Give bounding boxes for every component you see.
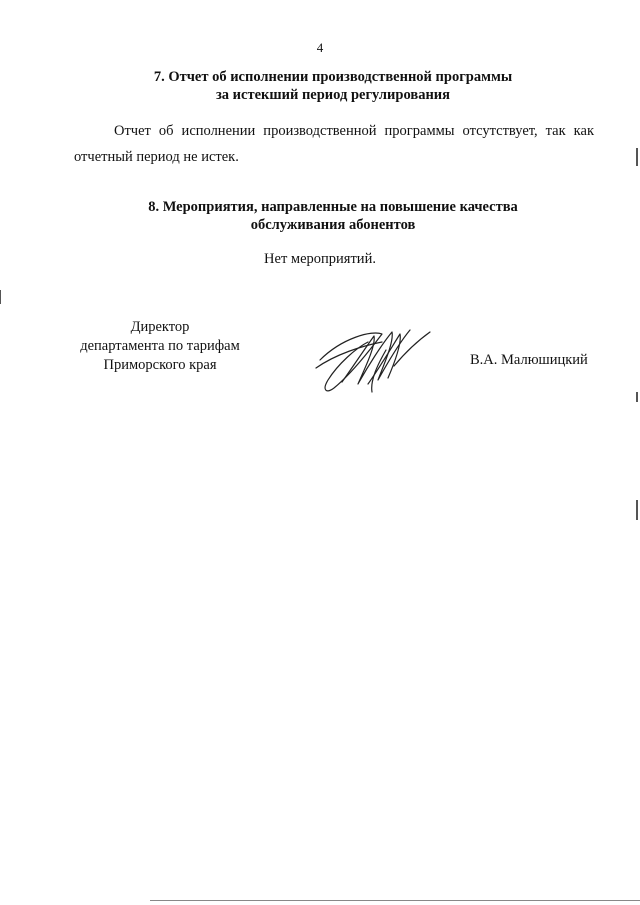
section-7-heading — [60, 68, 606, 104]
section-7-paragraph — [74, 118, 594, 170]
scan-edge-mark — [636, 392, 638, 402]
section-7-heading-line-1: 7. Отчет об исполнении производственной программы — [153, 69, 513, 85]
signatory-title — [60, 318, 260, 375]
signatory-title-line-1: Директор — [130, 319, 190, 335]
section-7-text: Отчет об исполнении производственной программы отсутствует, так как отчетный период не истек. — [74, 123, 594, 165]
scan-edge-mark — [636, 500, 638, 520]
signatory-title-line-2: департамента по тарифам — [80, 338, 240, 354]
section-7-heading-line-2: за истекший период регулирования — [215, 87, 451, 103]
section-8-text: Нет мероприятий. — [264, 251, 376, 267]
signer-name: В.А. Малюшицкий — [470, 352, 588, 368]
page-number: 4 — [316, 40, 324, 55]
section-8-heading-line-2: обслуживания абонентов — [250, 217, 416, 233]
section-8-heading-line-1: 8. Мероприятия, направленные на повышение качества — [148, 199, 518, 215]
scan-edge-mark — [636, 148, 638, 166]
handwritten-signature — [312, 320, 442, 400]
scan-bottom-edge — [150, 900, 640, 901]
scan-edge-mark — [0, 290, 1, 304]
section-8-heading — [60, 198, 606, 234]
signatory-title-line-3: Приморского края — [103, 357, 217, 373]
